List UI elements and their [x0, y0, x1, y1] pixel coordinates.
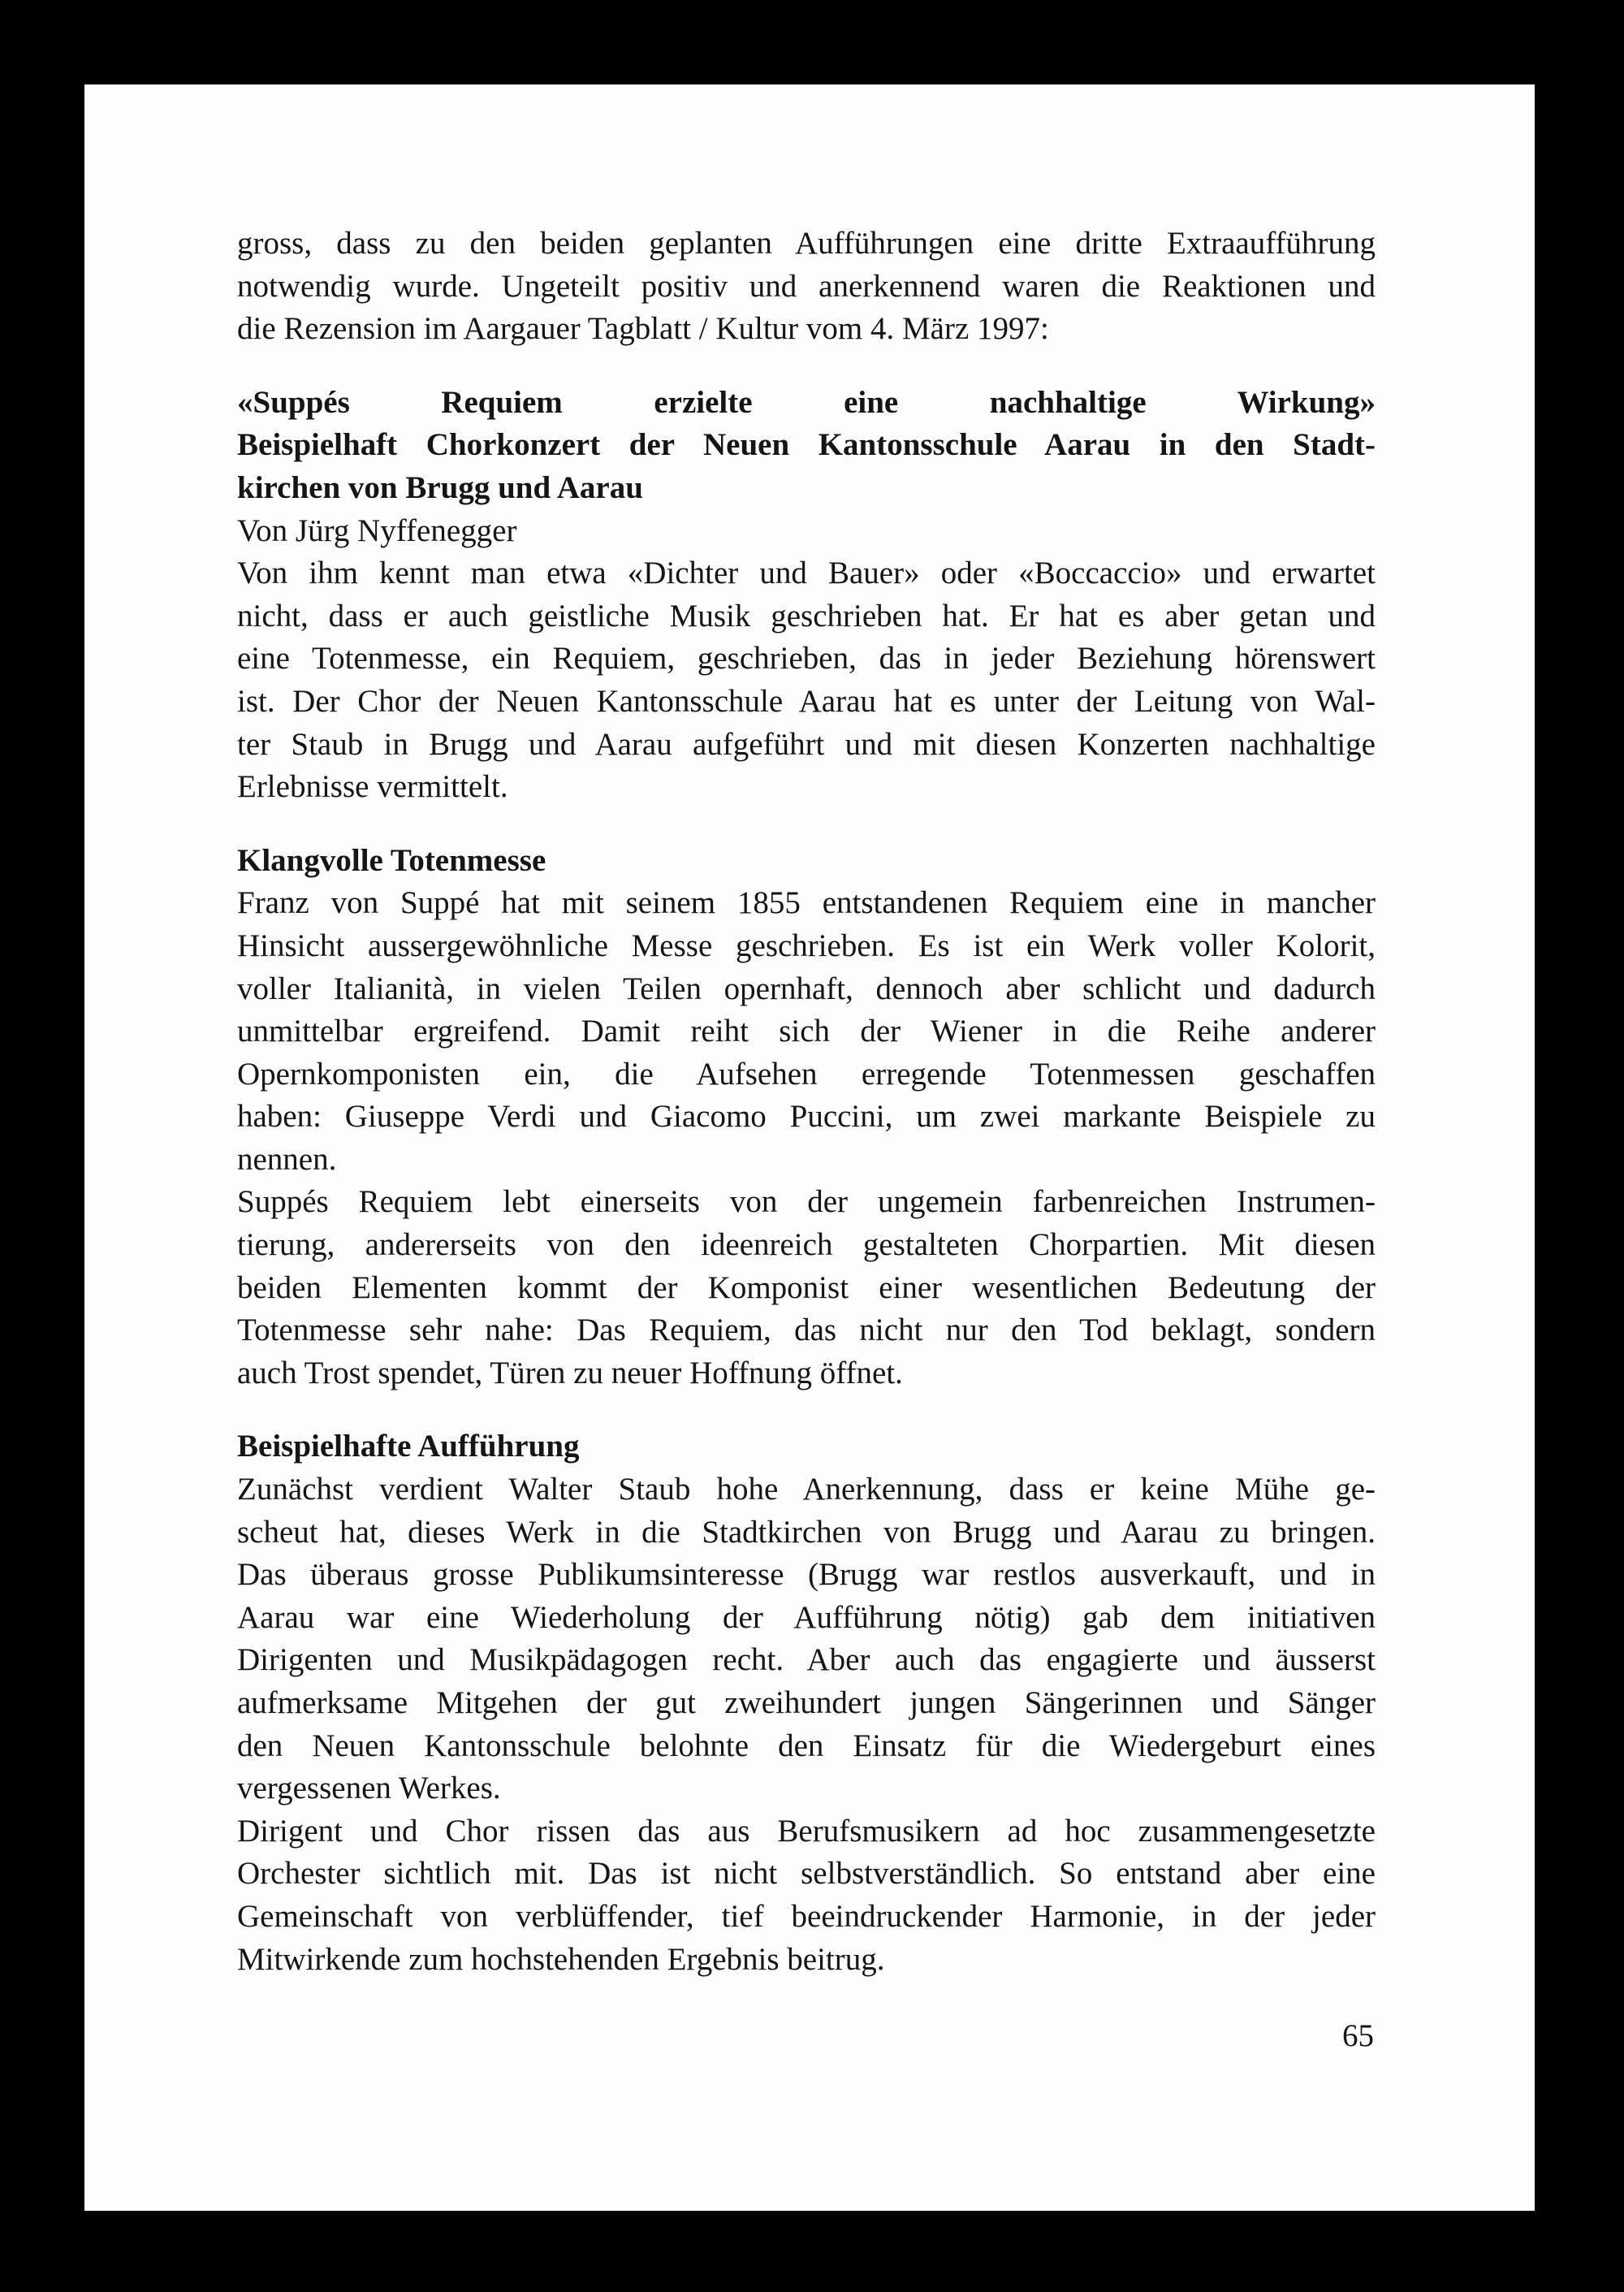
text-line: ist. Der Chor der Neuen Kantonsschule Aarau hat es unter der Leitung von Wal-: [237, 683, 1376, 719]
paragraph: [237, 552, 1376, 809]
paragraph: [237, 882, 1376, 1181]
paragraph: [237, 1468, 1376, 1810]
text-line: Totenmesse sehr nahe: Das Requiem, das nicht nur den Tod beklagt, sondern: [237, 1312, 1376, 1348]
page-number: 65: [1342, 2018, 1374, 2053]
paragraph: [237, 1810, 1376, 1981]
heading-line: «Suppés Requiem erzielte eine nachhaltige Wirkung»: [237, 384, 1376, 420]
text-line: auch Trost spendet, Türen zu neuer Hoffnung öffnet.: [237, 1355, 903, 1390]
text-line: haben: Giuseppe Verdi und Giacomo Puccini, um zwei markante Beispiele zu: [237, 1099, 1376, 1135]
text-line: notwendig wurde. Ungeteilt positiv und anerkennend waren die Reaktionen und: [237, 268, 1376, 304]
text-line: Das überaus grosse Publikumsinteresse (Brugg war restlos ausverkauft, und in: [237, 1557, 1376, 1593]
heading-block: [237, 382, 1376, 510]
text-line: unmittelbar ergreifend. Damit reiht sich der Wiener in die Reihe anderer: [237, 1014, 1376, 1049]
heading-block: [237, 1425, 1376, 1468]
text-line: die Rezension im Aargauer Tagblatt / Kultur vom 4. März 1997:: [237, 311, 1049, 347]
text-line: ter Staub in Brugg und Aarau aufgeführt und mit diesen Konzerten nachhaltige: [237, 726, 1376, 762]
text-line: Erlebnisse vermittelt.: [237, 769, 508, 805]
section-gap: [237, 351, 1376, 382]
text-line: eine Totenmesse, ein Requiem, geschrieben, das in jeder Beziehung hörenswert: [237, 641, 1376, 677]
text-line: beiden Elementen kommt der Komponist einer wesentlichen Bedeutung der: [237, 1269, 1376, 1305]
text-line: Mitwirkende zum hochstehenden Ergebnis beitrug.: [237, 1941, 885, 1977]
text-line: Von Jürg Nyffenegger: [237, 512, 517, 548]
heading-block: [237, 840, 1376, 883]
heading-line: Klangvolle Totenmesse: [237, 842, 546, 878]
heading-line: Beispielhafte Aufführung: [237, 1429, 580, 1464]
heading-line: kirchen von Brugg und Aarau: [237, 469, 643, 505]
text-line: Von ihm kennt man etwa «Dichter und Bauer» oder «Boccaccio» und erwartet: [237, 556, 1376, 591]
text-line: Franz von Suppé hat mit seinem 1855 entstandenen Requiem eine in mancher: [237, 885, 1376, 921]
text-line: nennen.: [237, 1141, 337, 1177]
text-line: den Neuen Kantonsschule belohnte den Einsatz für die Wiedergeburt eines: [237, 1728, 1376, 1763]
text-line: vergessenen Werkes.: [237, 1771, 501, 1806]
text-line: Zunächst verdient Walter Staub hohe Anerkennung, dass er keine Mühe ge-: [237, 1472, 1376, 1507]
text-line: Aarau war eine Wiederholung der Aufführung nötig) gab dem initiativen: [237, 1599, 1376, 1635]
text-line: gross, dass zu den beiden geplanten Aufführungen eine dritte Extraaufführung: [237, 226, 1376, 261]
text-line: aufmerksame Mitgehen der gut zweihundert jungen Sängerinnen und Sänger: [237, 1685, 1376, 1720]
paragraph: [237, 510, 1376, 553]
text-line: Hinsicht aussergewöhnliche Messe geschrieben. Es ist ein Werk voller Kolorit,: [237, 928, 1376, 963]
section-gap: [237, 1395, 1376, 1425]
text-line: Dirigenten und Musikpädagogen recht. Aber auch das engagierte und äusserst: [237, 1642, 1376, 1678]
text-line: Orchester sichtlich mit. Das ist nicht selbstverständlich. So entstand aber eine: [237, 1856, 1376, 1892]
text-line: scheut hat, dieses Werk in die Stadtkirchen von Brugg und Aarau zu bringen.: [237, 1514, 1376, 1550]
text-line: Dirigent und Chor rissen das aus Berufsmusikern ad hoc zusammengesetzte: [237, 1813, 1376, 1849]
text-line: Gemeinschaft von verblüffender, tief beeindruckender Harmonie, in der jeder: [237, 1898, 1376, 1934]
paragraph: [237, 1181, 1376, 1395]
text-line: voller Italianità, in vielen Teilen opernhaft, dennoch aber schlicht und dadurch: [237, 971, 1376, 1006]
document-page: [84, 84, 1535, 2211]
paragraph: [237, 223, 1376, 351]
text-line: Opernkomponisten ein, die Aufsehen erregende Totenmessen geschaffen: [237, 1056, 1376, 1092]
heading-line: Beispielhaft Chorkonzert der Neuen Kantonsschule Aarau in den Stadt-: [237, 427, 1376, 463]
section-gap: [237, 809, 1376, 840]
text-line: tierung, andererseits von den ideenreich gestalteten Chorpartien. Mit diesen: [237, 1227, 1376, 1263]
body-text: [237, 223, 1376, 1981]
text-line: nicht, dass er auch geistliche Musik geschrieben hat. Er hat es aber getan und: [237, 598, 1376, 634]
text-line: Suppés Requiem lebt einerseits von der ungemein farbenreichen Instrumen-: [237, 1184, 1376, 1220]
